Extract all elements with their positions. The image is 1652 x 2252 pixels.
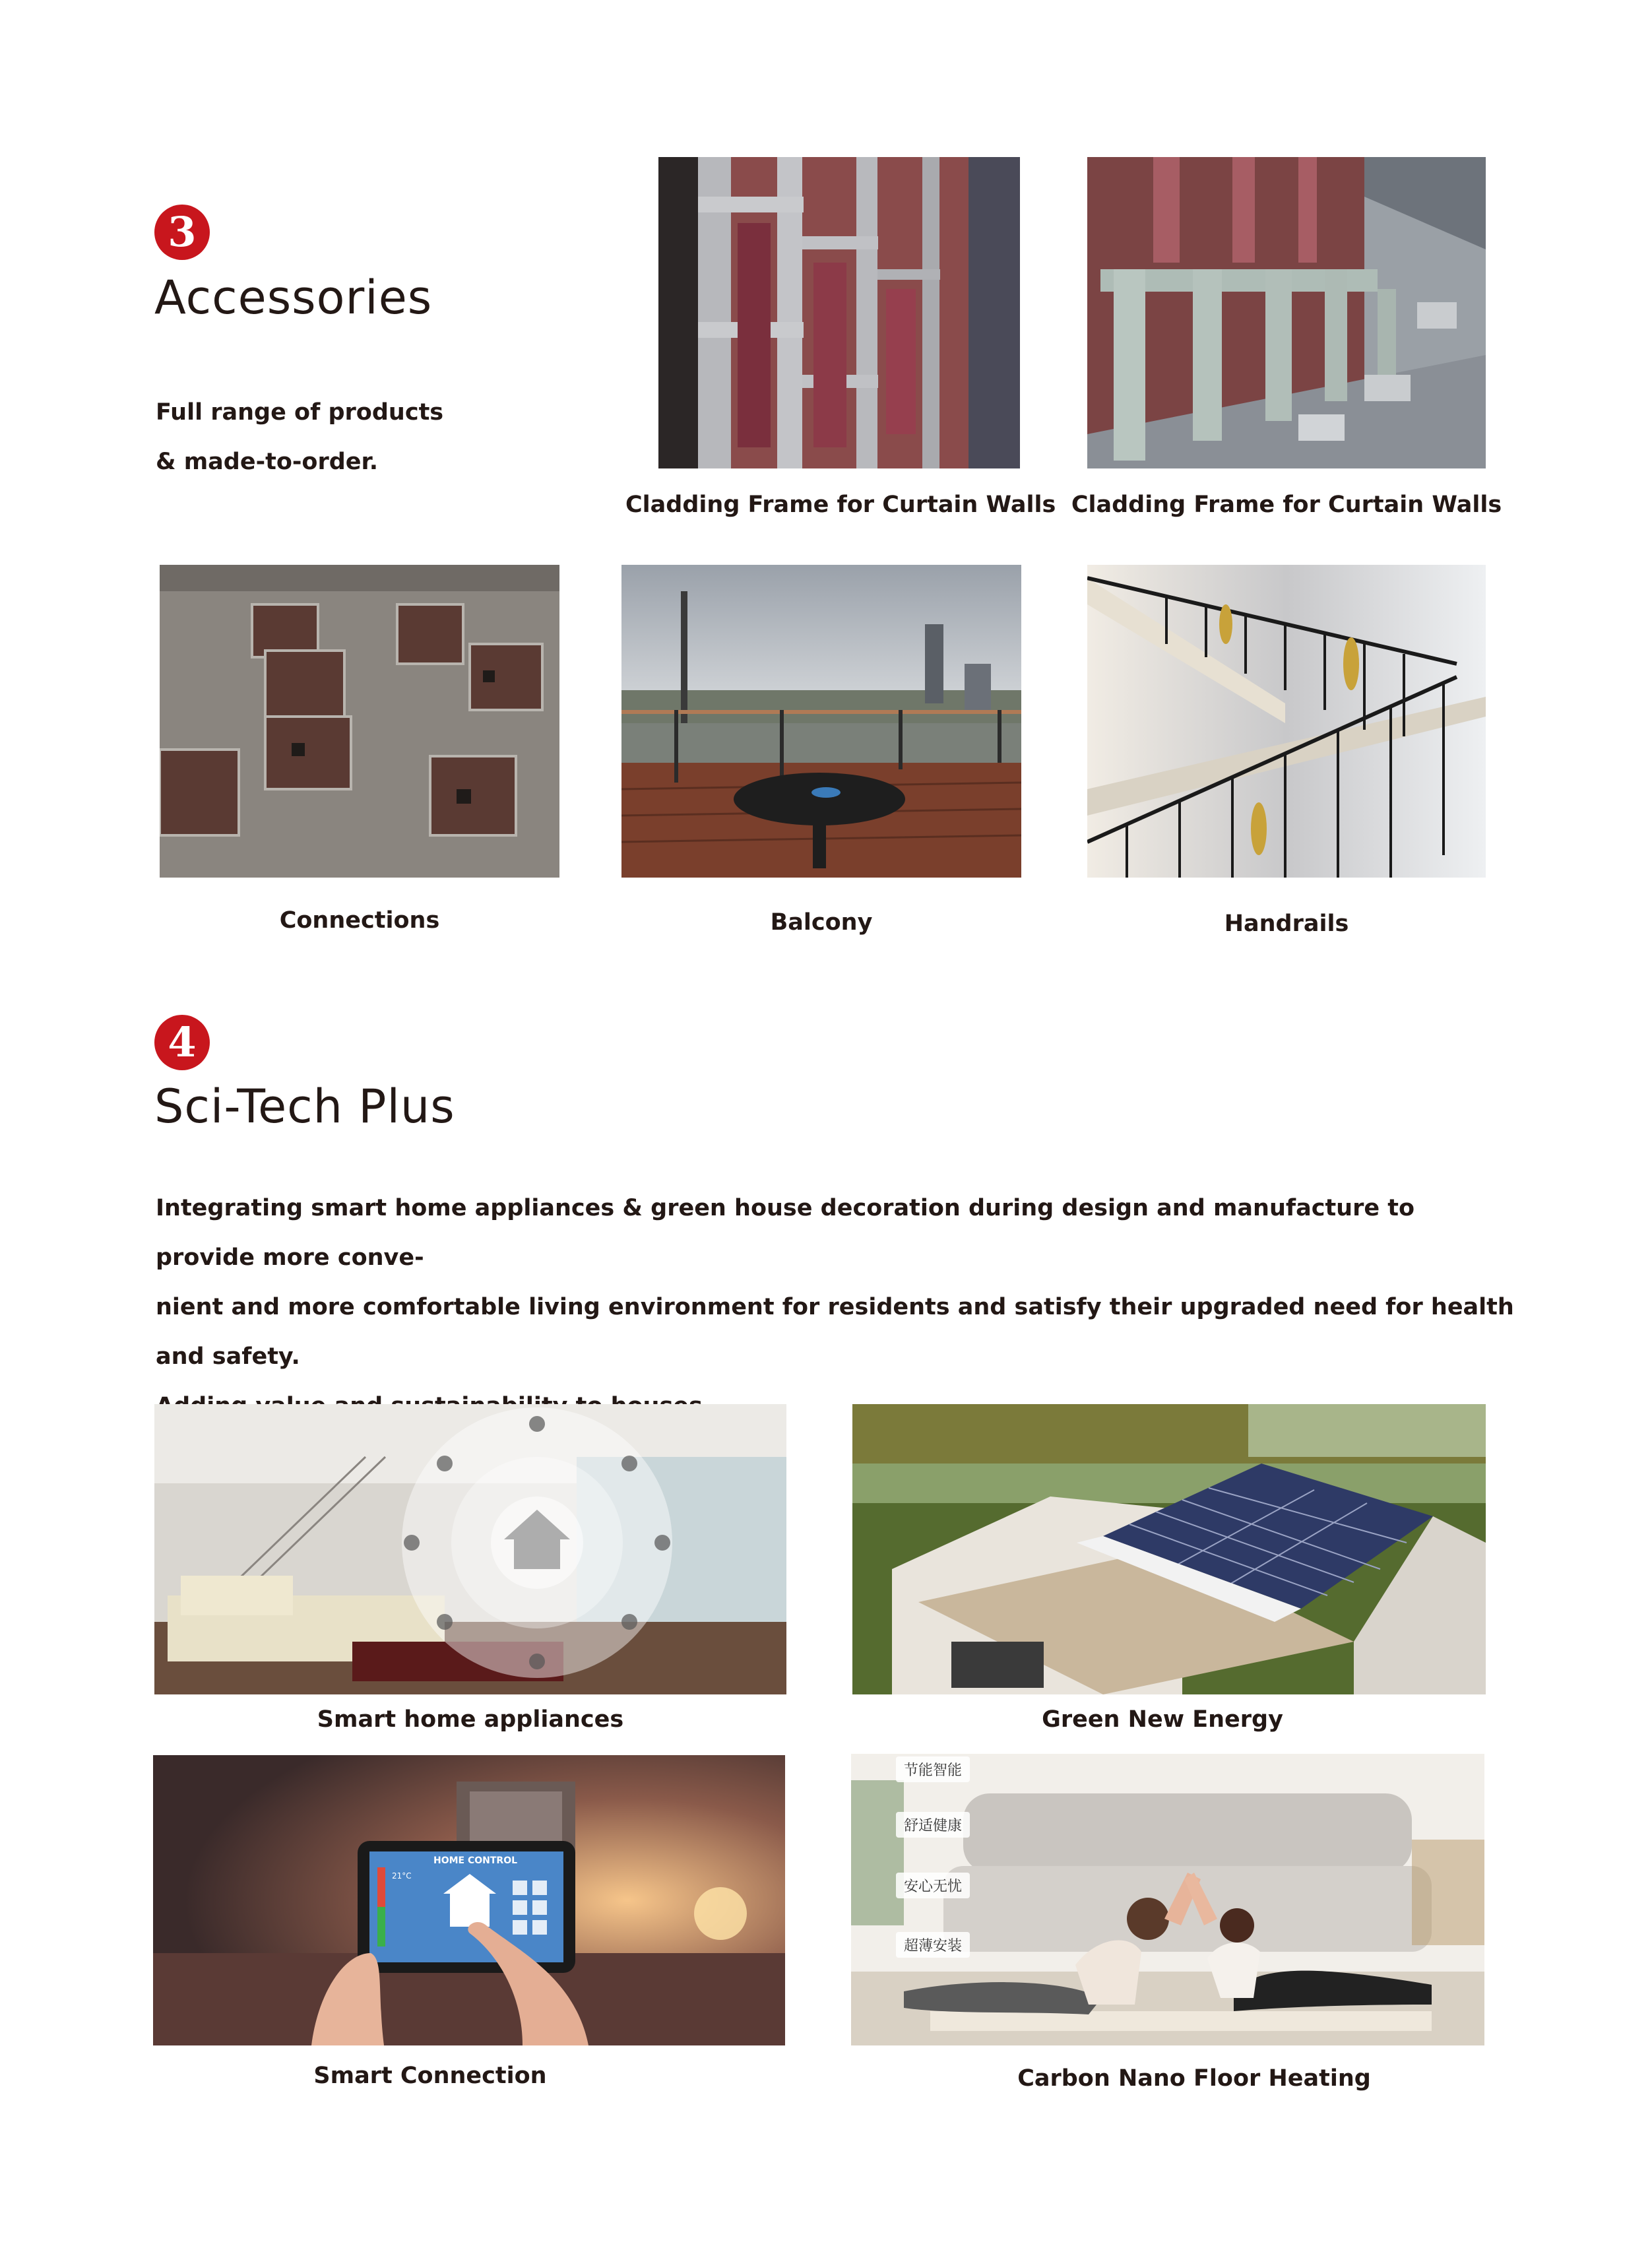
cladding-frame-caption: Cladding Frame for Curtain Walls <box>625 492 1056 518</box>
description-line: nient and more comfortable living environment for residents and satisfy their upgraded need for health and safety. <box>156 1294 1514 1370</box>
section-description <box>156 388 486 487</box>
section-title: Accessories <box>154 271 433 325</box>
balcony-photo <box>621 565 1021 878</box>
handrails-photo <box>1087 565 1486 878</box>
floor-heating-caption: Carbon Nano Floor Heating <box>1017 2065 1371 2092</box>
cladding-frame-caption: Cladding Frame for Curtain Walls <box>1071 492 1502 518</box>
handrails-caption: Handrails <box>1224 911 1349 937</box>
description-line: Full range of products <box>156 399 444 426</box>
solar-roof-caption: Green New Energy <box>1042 1706 1283 1733</box>
section-title: Sci-Tech Plus <box>154 1079 455 1134</box>
section-description <box>156 1184 1515 1431</box>
cladding-frame-photo <box>1087 157 1486 468</box>
description-line: & made-to-order. <box>156 449 379 475</box>
tablet-control-caption: Smart Connection <box>313 2063 547 2089</box>
feature-label: 超薄安装 <box>896 1932 970 1958</box>
solar-roof-photo <box>852 1404 1486 1694</box>
section-number-badge: 4 <box>154 1015 210 1070</box>
tablet-screen-temperature: 21°C <box>392 1871 412 1881</box>
feature-label: 节能智能 <box>896 1756 970 1782</box>
feature-label: 安心无忧 <box>896 1873 970 1898</box>
smart-home-photo <box>154 1404 786 1694</box>
section-number-badge: 3 <box>154 205 210 260</box>
cladding-frame-photo <box>658 157 1020 468</box>
smart-home-caption: Smart home appliances <box>317 1706 624 1733</box>
steel-connections-photo <box>160 565 559 878</box>
balcony-caption: Balcony <box>770 909 873 936</box>
tablet-screen-title: HOME CONTROL <box>433 1855 518 1866</box>
tablet-control-photo <box>153 1755 785 2045</box>
feature-label: 舒适健康 <box>896 1812 970 1838</box>
description-line: Integrating smart home appliances & green house decoration during design and manufacture to provide more conve- <box>156 1195 1415 1271</box>
floor-heating-photo <box>851 1754 1484 2045</box>
connections-caption: Connections <box>279 907 440 934</box>
